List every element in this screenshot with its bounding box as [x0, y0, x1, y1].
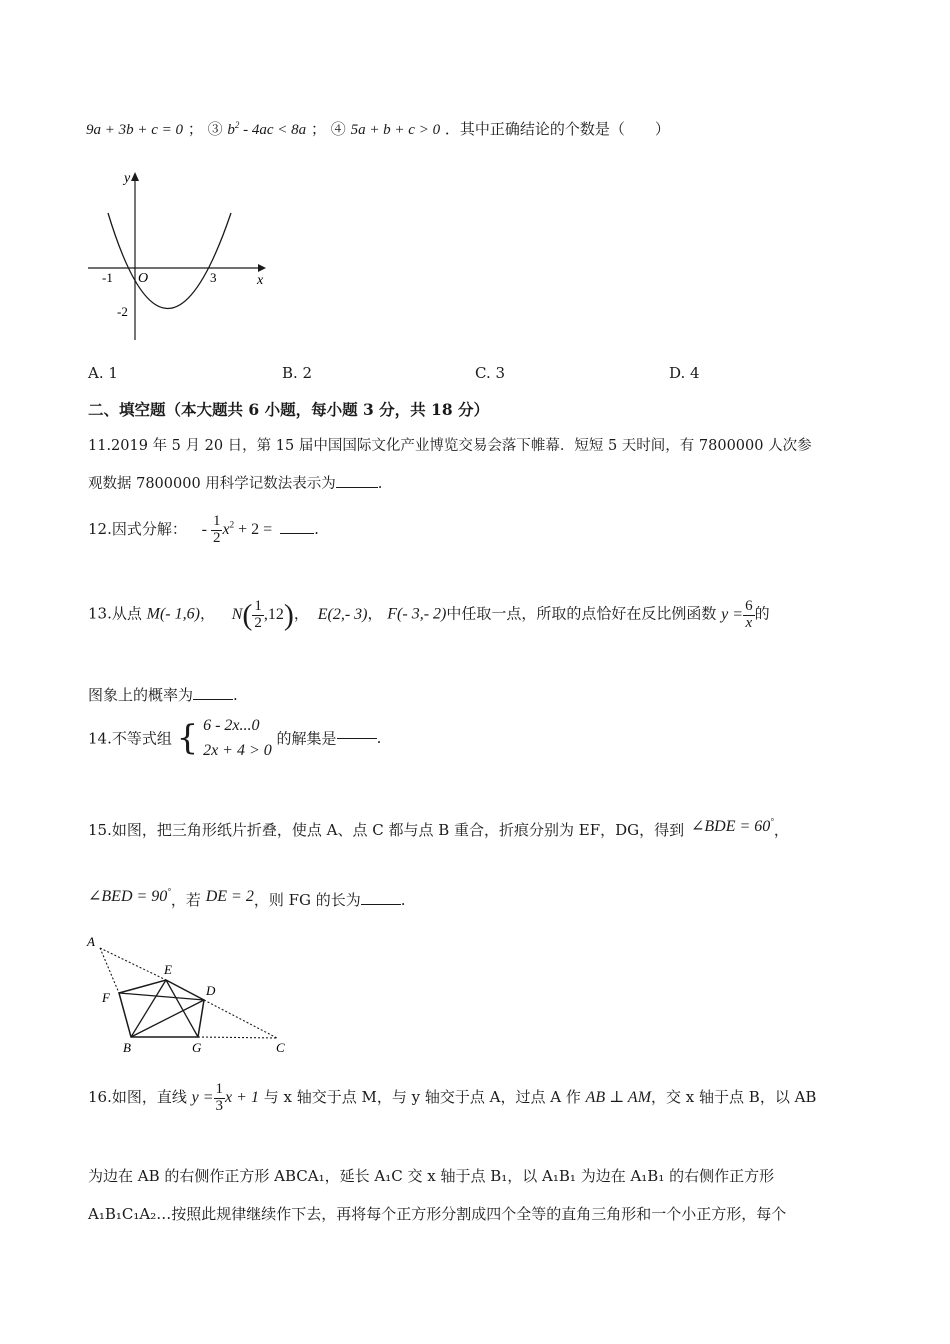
- q11-line-1: 11.2019 年 5 月 20 日，第 15 届中国国际文化产业博览交易会落下帷幕．短短 5 天时间，有 7800000 人次参: [88, 438, 812, 454]
- q11-text: 观数据 7800000 用科学记数法表示为: [88, 476, 336, 492]
- q12-expression: - $\frac{1}{2}$ $x^2 + 2$ =: [201, 513, 273, 546]
- q10-item2-expr: 9a + 3b + c = 0: [86, 122, 184, 138]
- x-axis-label: x: [257, 273, 264, 288]
- point-label-c: C: [276, 1040, 285, 1055]
- line-equation: y = $\frac{1}{3}$ x + 1: [191, 1081, 259, 1114]
- q10-option-c: C. 3: [475, 364, 506, 382]
- dotted-edge-ae: [100, 948, 166, 980]
- point-n: N( $\frac{1}{2}$ ,12): [231, 597, 294, 631]
- y-axis-arrow-icon: [131, 172, 139, 181]
- q14-line: 14.不等式组 { 6 - 2x...0 2x + 4 > 0 的解集是 .: [88, 713, 381, 763]
- length-de: DE = 2: [205, 888, 254, 905]
- q13-label: 13.从点: [88, 604, 142, 623]
- q10-conditions-line: [86, 118, 670, 139]
- answer-blank: [337, 738, 377, 739]
- dotted-edge-gc: [198, 1037, 277, 1038]
- q10-option-d: D. 4: [669, 364, 700, 382]
- point-label-f: F: [102, 990, 110, 1005]
- q10-option-a: A. 1: [88, 364, 118, 382]
- answer-blank: [336, 487, 378, 488]
- dotted-edge-af: [100, 948, 119, 993]
- point-m: M(- 1,6): [146, 605, 200, 623]
- dotted-edge-dc: [204, 1000, 277, 1038]
- tick-label-neg1: -1: [102, 270, 113, 285]
- q14-label: 14.不等式组: [88, 729, 172, 748]
- x-axis-arrow-icon: [258, 264, 266, 272]
- answer-blank: [280, 533, 314, 534]
- q12-line: 12.因式分解： - $\frac{1}{2}$ $x^2 + 2$ = .: [88, 513, 319, 546]
- angle-bde: ∠BDE = 60°: [690, 816, 774, 835]
- q16-line-2: 为边在 AB 的右侧作正方形 ABCA₁，延长 A₁C 交 x 轴于点 B₁，以 A₁B₁ 为边在 A₁B₁ 的右侧作正方形: [88, 1167, 775, 1185]
- inequality-system: [203, 713, 272, 763]
- inverse-function: y = $\frac{6}{x}$: [721, 597, 753, 631]
- inequality-2: 2x + 4 > 0: [203, 742, 272, 759]
- answer-blank: [193, 699, 233, 700]
- q10-separator: ；: [187, 120, 203, 138]
- tick-label-3: 3: [210, 270, 217, 285]
- point-label-a: A: [87, 934, 95, 949]
- q10-separator: ；: [310, 120, 326, 138]
- parabola-curve: [108, 213, 231, 309]
- answer-blank: [361, 904, 401, 905]
- y-axis-label: y: [124, 171, 131, 186]
- point-label-g: G: [192, 1040, 202, 1055]
- q10-item4-marker: ④: [330, 120, 346, 138]
- origin-label: O: [138, 271, 149, 286]
- q16-line-1: 16.如图，直线 y = $\frac{1}{3}$ x + 1 与 x 轴交于点 M，与 y 轴交于点 A，过点 A 作 AB ⊥ AM，交 x 轴于点 B，以 AB: [88, 1081, 817, 1114]
- q15-line-1: 15.如图，把三角形纸片折叠，使点 A、点 C 都与点 B 重合，折痕分别为 EF，DG，得到 ∠BDE = 60°，: [88, 816, 789, 839]
- point-e: E(2,- 3): [317, 605, 368, 623]
- angle-bed: ∠BED = 90°: [88, 886, 171, 905]
- q10-item4-expr: 5a + b + c > 0: [350, 122, 441, 138]
- q13-line-1: 13.从点 M(- 1,6)， N( $\frac{1}{2}$ ,12)， E(2,- 3)， F(- 3,- 2)中任取一点，所取的点恰好在反比例函数 y = $\frac{6}{x}$ 的: [88, 597, 770, 631]
- perpendicular-relation: AB ⊥ AM: [585, 1088, 652, 1106]
- tick-label-neg2: -2: [117, 304, 128, 319]
- q11-line-2: 观数据 7800000 用科学记数法表示为 .: [88, 476, 383, 492]
- section-2-title: 二、填空题（本大题共 6 小题，每小题 3 分，共 18 分）: [88, 400, 490, 419]
- inequality-1: 6 - 2x...0: [203, 717, 260, 734]
- q10-item3-expr: $b^2 - 4ac < 8a$: [227, 120, 307, 138]
- point-f: F(- 3,- 2): [387, 605, 447, 623]
- q16-line-3: A₁B₁C₁A₂…按照此规律继续作下去，再将每个正方形分割成四个全等的直角三角形和一个小正方形，每个: [88, 1205, 787, 1223]
- q13-line-2: 图象上的概率为 .: [88, 686, 238, 704]
- q10-option-b: B. 2: [282, 364, 313, 382]
- q13-text: 中任取一点，所取的点恰好在反比例函数: [446, 604, 717, 623]
- q12-label: 12.因式分解：: [88, 519, 187, 538]
- q15-fold-figure: [80, 930, 295, 1058]
- q10-question-tail: ．其中正确结论的个数是（ ）: [444, 120, 670, 138]
- q15-line-2: ∠BED = 90°，若 DE = 2，则 FG 的长为 .: [88, 886, 406, 909]
- q10-item3-marker: ③: [207, 120, 223, 138]
- point-label-d: D: [206, 983, 216, 998]
- q10-parabola-graph: [84, 168, 274, 343]
- point-label-e: E: [164, 962, 172, 977]
- point-label-b: B: [123, 1040, 131, 1055]
- system-brace-icon: {: [176, 718, 199, 758]
